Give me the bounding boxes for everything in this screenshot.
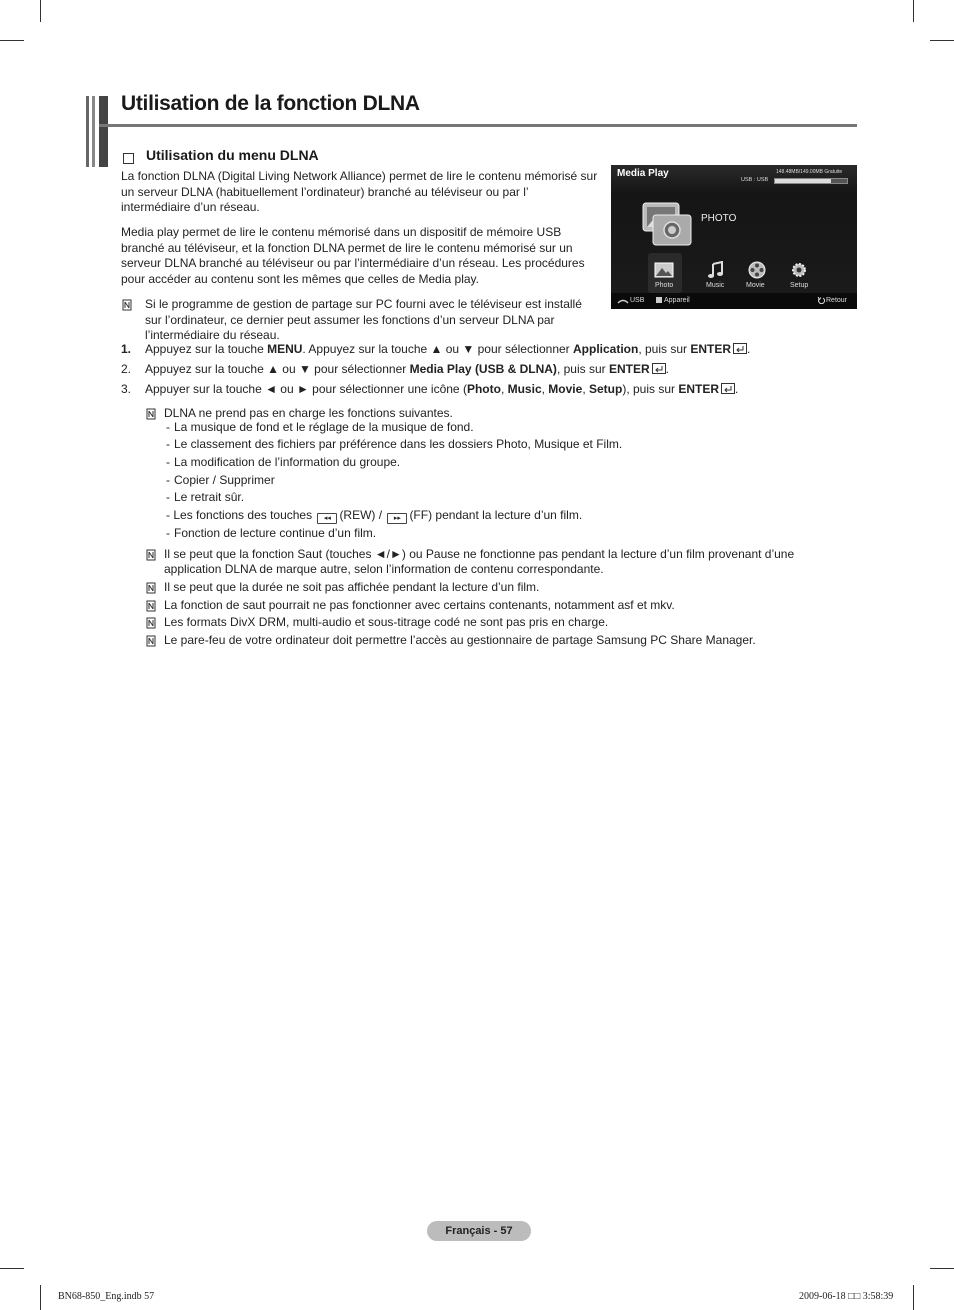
step-number: 3. (121, 382, 132, 396)
footer-usb-label: USB (630, 297, 645, 304)
print-slug-right: 2009-06-18 □□ 3:58:39 (799, 1291, 894, 1302)
footer-device-label: Appareil (664, 297, 690, 304)
crop-mark (913, 1285, 914, 1310)
intro-note: Si le programme de gestion de partage sur PC fourni avec le téléviseur est installé sur l’ordinateur, ce dernier peut assumer les fonctions d’un serveur DLNA par l’intermédiaire du réseau. (145, 297, 582, 343)
step-3: Appuyer sur la touche ◄ ou ► pour sélectionner une icône (Photo, Music, Movie, Setup), puis sur ENTER . (145, 382, 739, 396)
device-label: USB : USB (741, 177, 769, 183)
intro-paragraph-2: Media play permet de lire le contenu mémorisé dans un dispositif de mémoire USB branché au téléviseur, et la fonction DLNA permet de lire le contenu mémorisé sur un serveur DLNA branché au téléviseur ou par l’intermédiaire d’un réseau. Les procédures pour accéder au contenu sont les mêmes que celles de Media play. (121, 225, 585, 287)
list-item-keys: - Les fonctions des touches ◂◂ (REW) / ▸▸ (FF) pendant la lecture d’un film. (166, 508, 583, 522)
selected-category-label: PHOTO (701, 213, 737, 224)
checkbox-bullet-icon (123, 153, 134, 164)
rew-key-icon: ◂◂ (317, 513, 337, 524)
note-icon (145, 549, 157, 561)
note-skip-pause: Il se peut que la fonction Saut (touches ◄/►) ou Pause ne fonctionne pas pendant la lecture d’un film provenant d’une (164, 547, 795, 561)
note-icon (145, 582, 157, 594)
note-firewall: Le pare-feu de votre ordinateur doit permettre l’accès au gestionnaire de partage Samsung PC Share Manager. (164, 633, 756, 647)
footer-return-label: Retour (826, 297, 848, 304)
title-accent-bar (99, 96, 108, 167)
step-1: Appuyez sur la touche MENU. Appuyez sur la touche ▲ ou ▼ pour sélectionner Application, puis sur ENTER . (145, 342, 751, 356)
list-item: Fonction de lecture continue d’un film. (174, 526, 377, 540)
step-number: 2. (121, 362, 132, 376)
note-icon (145, 408, 157, 420)
note-icon (145, 600, 157, 612)
title-divider (99, 124, 857, 127)
capacity-readout: 148.48MB/149.00MB Gratuite (776, 169, 843, 175)
note-skip-pause-cont: application DLNA de marque autre, selon l’information de contenu correspondante. (164, 562, 604, 576)
enter-icon (721, 383, 735, 394)
page-title: Utilisation de la fonction DLNA (121, 92, 420, 115)
list-dash: - (166, 473, 170, 487)
list-dash: - (166, 437, 170, 451)
list-dash: - (166, 526, 170, 540)
media-play-title: Media Play (617, 168, 669, 179)
list-item: La musique de fond et le réglage de la musique de fond. (174, 420, 474, 434)
music-label: Music (706, 282, 725, 289)
list-dash: - (166, 455, 170, 469)
note-formats: Les formats DivX DRM, multi-audio et sous-titrage codé ne sont pas pris en charge. (164, 615, 609, 629)
return-icon (817, 296, 825, 304)
photo-icon (654, 261, 674, 279)
crop-mark (40, 1285, 41, 1310)
music-note-icon[interactable] (706, 261, 726, 279)
note-icon (145, 635, 157, 647)
storage-bar (774, 178, 848, 184)
intro-paragraph-1: La fonction DLNA (Digital Living Network Alliance) permet de lire le contenu mémorisé sur un serveur DLNA (habituellement l’ordinateur) branché au téléviseur ou par l’ intermédiaire d’un réseau. (121, 169, 598, 215)
gear-icon[interactable] (789, 261, 809, 279)
enter-icon (652, 363, 666, 374)
list-item: Copier / Supprimer (174, 473, 275, 487)
list-item: Le classement des fichiers par préférence dans les dossiers Photo, Musique et Film. (174, 437, 623, 451)
photo-large-icon (639, 201, 695, 249)
list-dash: - (166, 490, 170, 504)
title-accent-bar (92, 96, 95, 167)
setup-label: Setup (790, 282, 809, 289)
crop-mark (0, 40, 24, 41)
note-icon (121, 299, 133, 311)
title-accent-bar (86, 96, 89, 167)
movie-label: Movie (746, 282, 765, 289)
note-duration: Il se peut que la durée ne soit pas affichée pendant la lecture d’un film. (164, 580, 540, 594)
note-icon (145, 617, 157, 629)
usb-icon (617, 298, 629, 305)
crop-mark (930, 40, 954, 41)
note-containers: La fonction de saut pourrait ne pas fonctionner avec certains contenants, notamment asf et mkv. (164, 598, 675, 612)
crop-mark (930, 1268, 954, 1269)
list-item: Le retrait sûr. (174, 490, 245, 504)
list-item: La modification de l’information du groupe. (174, 455, 401, 469)
note-unsupported-intro: DLNA ne prend pas en charge les fonctions suivantes. (164, 406, 453, 420)
list-dash: - (166, 420, 170, 434)
section-title: Utilisation du menu DLNA (146, 147, 319, 163)
media-play-screenshot (611, 165, 857, 309)
step-2: Appuyez sur la touche ▲ ou ▼ pour sélectionner Media Play (USB & DLNA), puis sur ENTER . (145, 362, 669, 376)
film-reel-icon[interactable] (747, 261, 767, 279)
ff-key-icon: ▸▸ (387, 513, 407, 524)
page-number-badge: Français - 57 (427, 1221, 531, 1241)
storage-bar-fill (775, 179, 831, 183)
print-slug-left: BN68-850_Eng.indb 57 (58, 1291, 155, 1302)
enter-icon (733, 343, 747, 354)
step-number: 1. (121, 342, 132, 356)
crop-mark (913, 0, 914, 22)
crop-mark (0, 1268, 24, 1269)
crop-mark (40, 0, 41, 22)
device-square-icon (656, 297, 662, 303)
photo-label: Photo (655, 282, 674, 289)
